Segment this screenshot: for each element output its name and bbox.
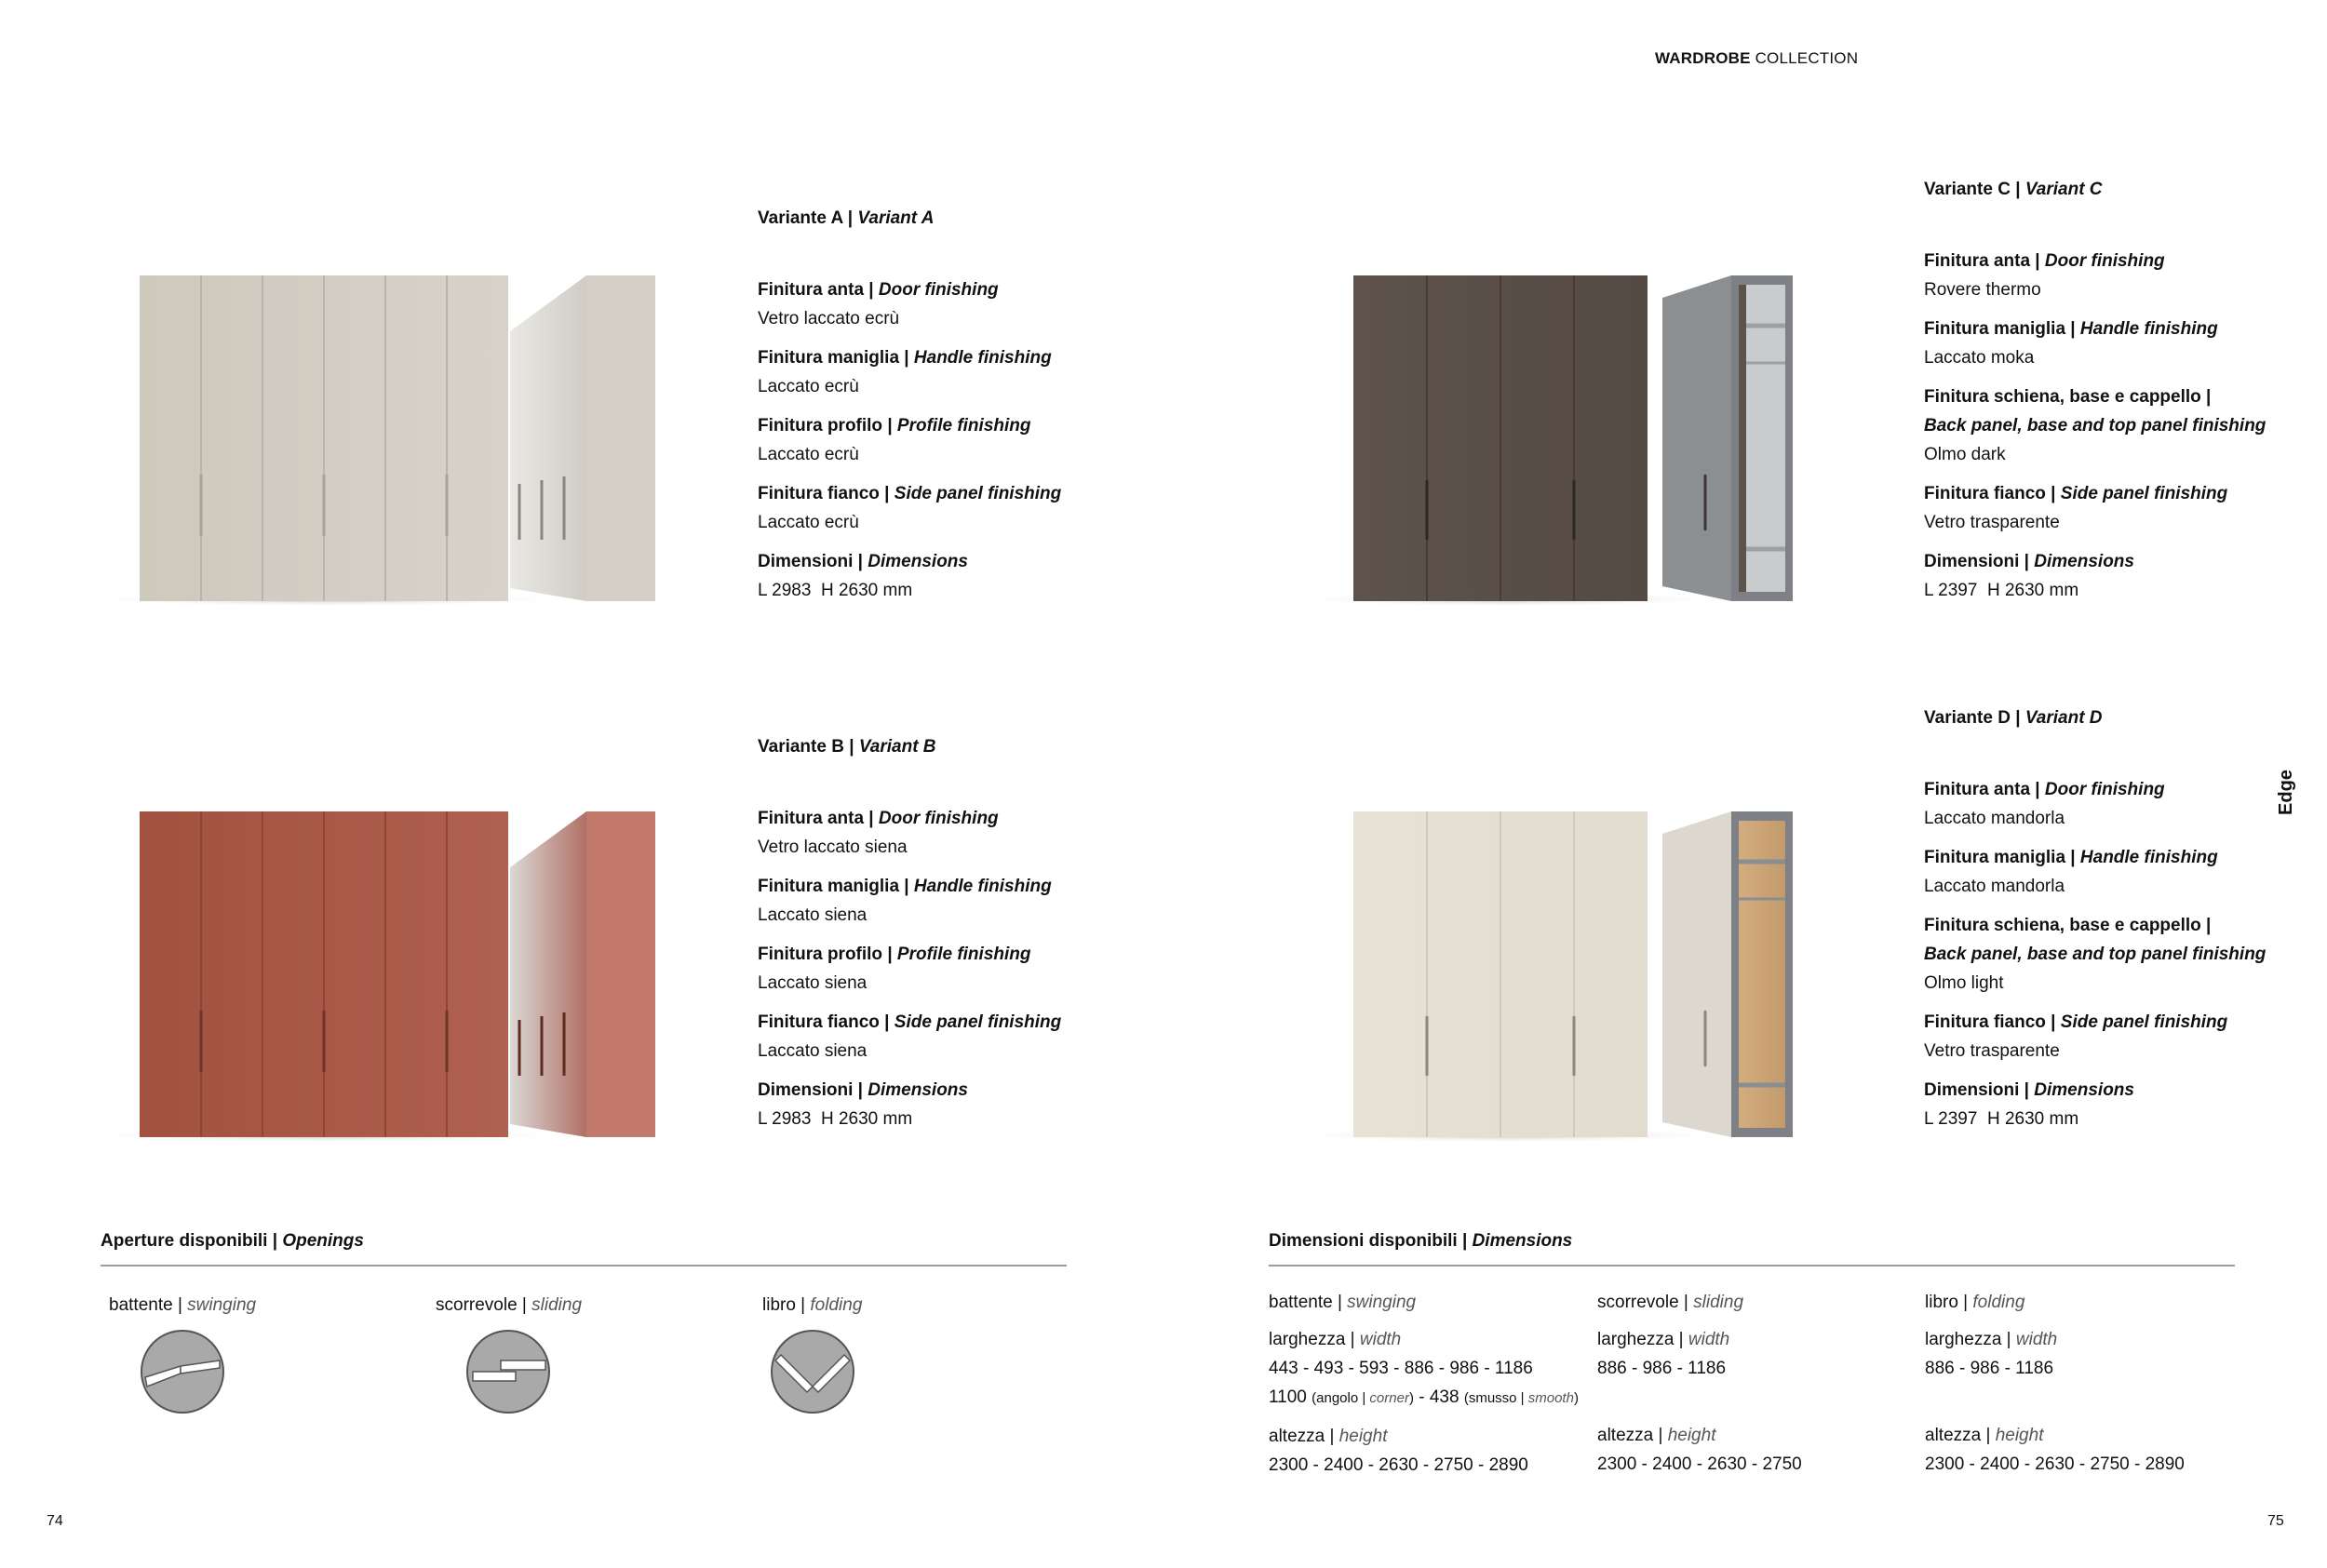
spec-label-en: Back panel, base and top panel finishing — [1924, 945, 2266, 964]
spec-value: Vetro laccato ecrù — [758, 309, 900, 328]
spec-label: Dimensioni | Dimensions — [1924, 552, 2134, 571]
spec-label: Finitura maniglia | Handle finishing — [1924, 319, 2218, 339]
spec-value: Olmo dark — [1924, 445, 2006, 464]
spec-value: Vetro trasparente — [1924, 1041, 2060, 1061]
spec-value: L 2397 H 2630 mm — [1924, 1109, 2079, 1129]
spec-label: Finitura anta | Door finishing — [1924, 251, 2165, 271]
spec-value: L 2397 H 2630 mm — [1924, 581, 2079, 600]
dim-width-values: 886 - 986 - 1186 — [1597, 1359, 1727, 1378]
openings-title: Aperture disponibili | Openings — [101, 1231, 364, 1251]
spec-value: Laccato ecrù — [758, 513, 859, 532]
spec-label: Finitura fianco | Side panel finishing — [758, 484, 1062, 503]
dim-height-label: altezza | height — [1269, 1427, 1388, 1446]
dim-width-extra: 1100 (angolo | corner) - 438 (smusso | smooth) — [1269, 1387, 1579, 1407]
spec-label: Finitura anta | Door finishing — [1924, 780, 2165, 799]
spec-label: Finitura maniglia | Handle finishing — [758, 348, 1052, 368]
spec-variant-c — [1924, 175, 2315, 615]
spec-label: Finitura profilo | Profile finishing — [758, 416, 1031, 436]
folding-door-icon — [770, 1329, 855, 1414]
variant-title: Variante B | Variant B — [758, 737, 936, 757]
wardrobe-image-variant-c — [1275, 261, 1834, 614]
product-side-tab: Edge — [2275, 770, 2296, 815]
variant-title: Variante D | Variant D — [1924, 708, 2103, 728]
dimensions-title: Dimensioni disponibili | Dimensions — [1269, 1231, 1573, 1251]
spec-label: Finitura schiena, base e cappello | — [1924, 916, 2212, 935]
spec-label: Finitura profilo | Profile finishing — [758, 945, 1031, 964]
spec-variant-d — [1924, 704, 2315, 1144]
spec-label: Dimensioni | Dimensions — [758, 1080, 968, 1100]
dim-type: libro | folding — [1925, 1293, 2025, 1312]
spec-value: Laccato siena — [758, 973, 868, 993]
spec-value: Laccato siena — [758, 1041, 868, 1061]
dim-width-label: larghezza | width — [1925, 1330, 2058, 1349]
dim-width-label: larghezza | width — [1269, 1330, 1402, 1349]
spec-value: Laccato mandorla — [1924, 877, 2065, 896]
sliding-door-icon — [465, 1329, 551, 1414]
spec-label: Dimensioni | Dimensions — [1924, 1080, 2134, 1100]
dimensions-col-sliding — [1597, 1288, 1914, 1479]
wardrobe-image-variant-a — [65, 261, 670, 614]
dimensions-col-folding — [1925, 1288, 2241, 1479]
spec-value: L 2983 H 2630 mm — [758, 1109, 913, 1129]
variant-title: Variante A | Variant A — [758, 208, 935, 228]
spec-label: Finitura schiena, base e cappello | — [1924, 387, 2212, 407]
dim-height-values: 2300 - 2400 - 2630 - 2750 — [1597, 1454, 1802, 1474]
opening-label-sliding: scorrevole | sliding — [436, 1295, 583, 1315]
dimensions-col-swinging — [1269, 1288, 1594, 1480]
spec-value: Rovere thermo — [1924, 280, 2041, 300]
wardrobe-image-variant-d — [1275, 797, 1834, 1150]
spec-variant-a — [758, 204, 1186, 615]
spec-label-en: Back panel, base and top panel finishing — [1924, 416, 2266, 436]
spec-label: Finitura anta | Door finishing — [758, 809, 999, 828]
collection-header: WARDROBE COLLECTION — [1655, 49, 1859, 67]
dim-height-label: altezza | height — [1597, 1426, 1716, 1445]
dim-width-values: 443 - 493 - 593 - 886 - 986 - 1186 — [1269, 1359, 1533, 1378]
spec-label: Finitura fianco | Side panel finishing — [1924, 484, 2228, 503]
dim-width-values: 886 - 986 - 1186 — [1925, 1359, 2054, 1378]
dim-type: scorrevole | sliding — [1597, 1293, 1744, 1312]
swinging-door-icon — [140, 1329, 225, 1414]
dim-height-values: 2300 - 2400 - 2630 - 2750 - 2890 — [1269, 1455, 1528, 1475]
dim-height-values: 2300 - 2400 - 2630 - 2750 - 2890 — [1925, 1454, 2185, 1474]
dim-width-label: larghezza | width — [1597, 1330, 1730, 1349]
spec-value: Laccato siena — [758, 905, 868, 925]
dim-height-label: altezza | height — [1925, 1426, 2044, 1445]
dim-type: battente | swinging — [1269, 1293, 1417, 1312]
spec-label: Dimensioni | Dimensions — [758, 552, 968, 571]
page-number-left: 74 — [47, 1513, 63, 1529]
spec-label: Finitura anta | Door finishing — [758, 280, 999, 300]
spec-label: Finitura maniglia | Handle finishing — [1924, 848, 2218, 867]
spec-value: Vetro trasparente — [1924, 513, 2060, 532]
opening-label-folding: libro | folding — [762, 1295, 863, 1315]
wardrobe-image-variant-b — [65, 797, 670, 1150]
spec-value: Laccato moka — [1924, 348, 2035, 368]
spec-value: Olmo light — [1924, 973, 2004, 993]
spec-label: Finitura fianco | Side panel finishing — [1924, 1012, 2228, 1032]
spec-value: Laccato ecrù — [758, 377, 859, 396]
spec-value: Laccato ecrù — [758, 445, 859, 464]
variant-title: Variante C | Variant C — [1924, 180, 2103, 199]
opening-label-swinging: battente | swinging — [109, 1295, 257, 1315]
dimensions-divider — [1269, 1265, 2235, 1266]
spec-value: Vetro laccato siena — [758, 838, 908, 857]
spec-label: Finitura maniglia | Handle finishing — [758, 877, 1052, 896]
spec-value: L 2983 H 2630 mm — [758, 581, 913, 600]
page-number-right: 75 — [2267, 1513, 2284, 1529]
openings-divider — [101, 1265, 1067, 1266]
spec-value: Laccato mandorla — [1924, 809, 2065, 828]
spec-variant-b — [758, 732, 1186, 1144]
spec-label: Finitura fianco | Side panel finishing — [758, 1012, 1062, 1032]
